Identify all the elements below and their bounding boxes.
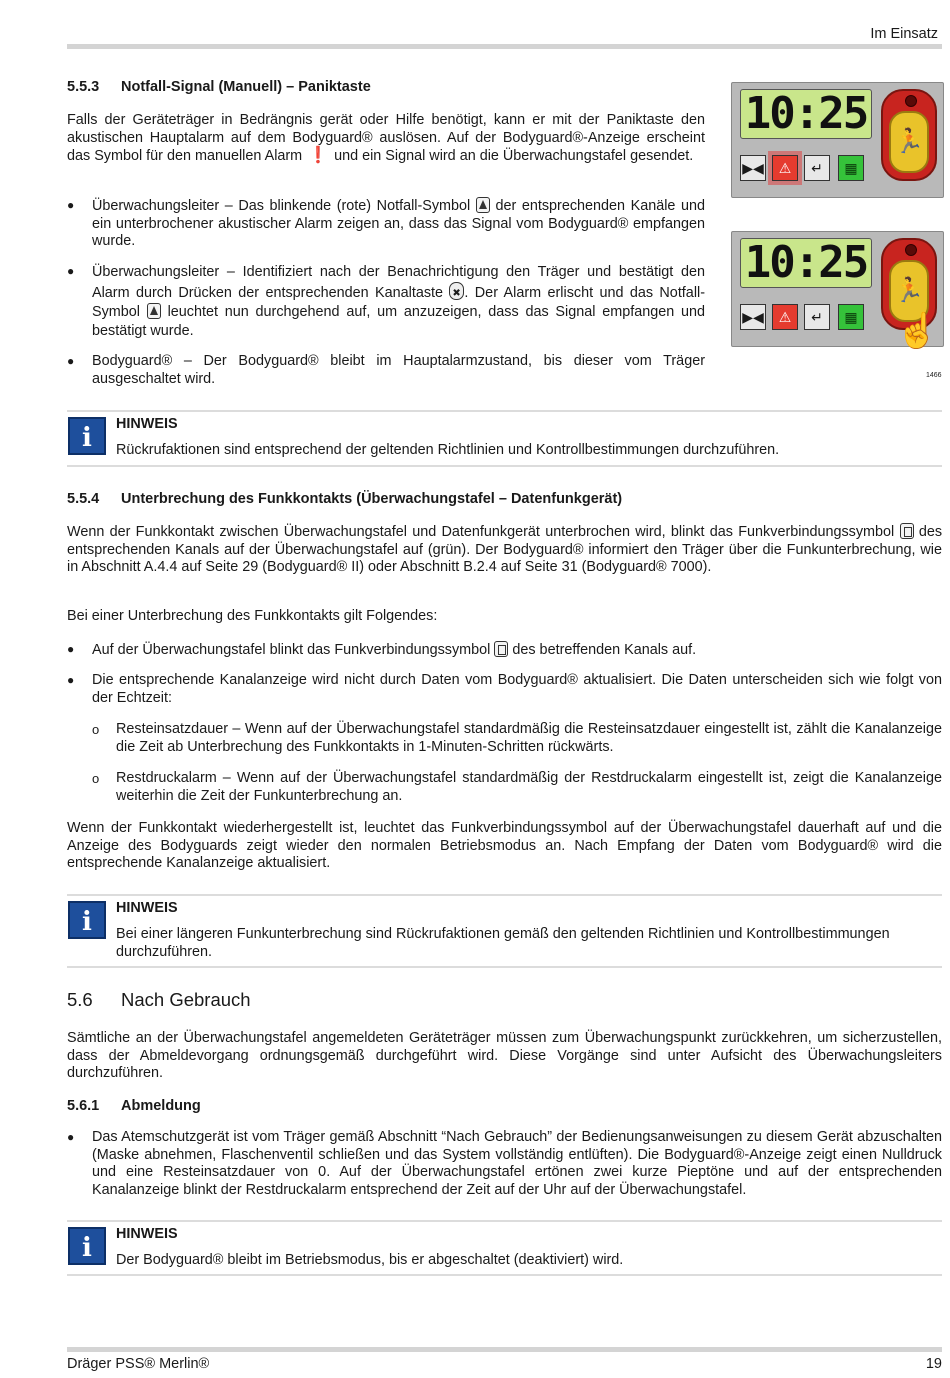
section-title: Nach Gebrauch (121, 989, 251, 1010)
status-led (905, 244, 917, 256)
emergency-symbol-icon: ⚠ (772, 304, 798, 330)
bullet-icon: ● (67, 1130, 75, 1144)
bullet-icon: ● (67, 198, 75, 212)
paragraph (67, 112, 705, 166)
list-item (92, 197, 705, 251)
list-item: Das Atemschutzgerät ist vom Träger gemäß Abschnitt “Nach Gebrauch” der Bedienungsanweisungen zu diesem Gerät abzuschalten (Maske abnehmen, Flaschenventil schließen und das System vollständig entlüften). Die Bodyguard®-Anzeige zeigt einen Nulldruck und eine Resteinsatzdauer von 0. Auf der Überwachungstafel ertönen zwei kurze Pieptöne und auf der entsprechenden Kanalanzeige blinkt der Restdruckalarm entsprechend der Zeit auf der Uhr auf der Überwachungstafel. (92, 1129, 942, 1198)
paragraph (67, 523, 942, 577)
divider (67, 1274, 942, 1276)
divider (67, 465, 942, 467)
section-number: 5.6 (67, 989, 93, 1010)
divider (67, 410, 942, 412)
bullet-icon: ● (67, 642, 75, 656)
header-rule (67, 44, 942, 49)
bullet-icon: ● (67, 354, 75, 368)
running-person-icon: 🏃 (889, 111, 929, 173)
info-icon: i (68, 417, 106, 455)
emergency-symbol-icon (147, 303, 161, 319)
figure-id: 1466 (926, 372, 942, 379)
section-number: 5.5.3 (67, 79, 100, 95)
sub-bullet-icon: o (92, 771, 100, 786)
note-text: Rückrufaktionen sind entsprechend der geltenden Richtlinien und Kontrollbestimmungen durchzuführen. (116, 442, 780, 458)
header-title: Im Einsatz (870, 26, 938, 42)
list-item (92, 641, 942, 660)
emergency-symbol-icon (476, 197, 490, 213)
monitoring-panel-alarm (731, 82, 944, 198)
paragraph-text: und ein Signal wird an die Überwachungstafel gesendet. (334, 148, 694, 164)
panic-button (881, 89, 937, 181)
bullet-icon: ● (67, 673, 75, 687)
section-title: Abmeldung (121, 1098, 201, 1114)
status-led (905, 95, 917, 107)
footer-product: Dräger PSS® Merlin® (67, 1356, 210, 1372)
section-5-5-4-heading (67, 491, 622, 509)
list-item-text: Überwachungsleiter – Identifiziert nach der Benachrichtigung den Träger und bestätigt den Alarm durch Drücken der entsprechenden Kanaltaste (92, 264, 705, 301)
note-text: Der Bodyguard® bleibt im Betriebsmodus, bis er abgeschaltet (deaktiviert) wird. (116, 1252, 624, 1268)
footer-rule (67, 1347, 942, 1352)
emergency-symbol-icon: ⚠ (772, 155, 798, 181)
sub-bullet-icon: o (92, 722, 100, 737)
paragraph-text: des entsprechenden Kanals auf der Überwachungstafel auf (grün). Der Bodyguard® informiert den Träger über die Funkunterbrechung, wie in Abschnitt A.4.4 auf Seite 29 (Bodyguard® II) oder Abschnitt B.2.4 auf Seite 31 (Bodyguard® 7000). (67, 524, 943, 575)
monitoring-panel-acknowledged (731, 231, 944, 350)
list-item-text: des betreffenden Kanals auf. (512, 642, 697, 658)
pressing-hand-icon: ☝ (896, 312, 939, 350)
radio-link-icon (494, 641, 508, 657)
list-item-text: . Der Alarm erlischt und das Notfall-Symbol (92, 285, 705, 320)
list-item: Die entsprechende Kanalanzeige wird nicht durch Daten vom Bodyguard® aktualisiert. Die Daten unterscheiden sich wie folgt von der Echtzeit: (92, 672, 942, 706)
radio-link-icon (900, 523, 914, 539)
radio-link-icon: ▦ (838, 304, 864, 330)
note-label: HINWEIS (116, 900, 178, 916)
bypass-icon: ▶◀ (740, 155, 766, 181)
radio-link-icon: ▦ (838, 155, 864, 181)
exit-icon: ↵ (804, 304, 830, 330)
running-person-icon: 🏃 (889, 260, 929, 322)
section-5-6-heading (67, 991, 251, 1009)
paragraph: Sämtliche an der Überwachungstafel angemeldeten Geräteträger müssen zum Überwachungspunkt zurückkehren, um sicherzustellen, dass der Abmeldevorgang ordnungsgemäß durchgeführt wird. Diese Vorgänge sind unter Aufsicht des Überwachungsleiters durchzuführen. (67, 1030, 942, 1081)
sub-list-item: Restdruckalarm – Wenn auf der Überwachungstafel standardmäßig der Restdruckalarm eingestellt ist, zeigt die Kanalanzeige weiterhin die Zeit der Funkunterbrechung an. (116, 770, 942, 804)
bullet-icon: ● (67, 264, 75, 278)
section-number: 5.6.1 (67, 1098, 100, 1114)
list-item (92, 263, 705, 341)
bypass-icon: ▶◀ (740, 304, 766, 330)
paragraph: Wenn der Funkkontakt wiederhergestellt ist, leuchtet das Funkverbindungssymbol auf der Überwachungstafel dauerhaft auf und die Anzeige des Bodyguards zeigt wieder den normalen Betriebsmodus an. Nach Empfang der Daten vom Bodyguard® wird die entsprechende Kanalanzeige aktualisiert. (67, 820, 942, 871)
list-item: Bodyguard® – Der Bodyguard® bleibt im Hauptalarmzustand, bis dieser vom Träger ausgeschaltet wird. (92, 353, 705, 387)
note-text: Bei einer längeren Funkunterbrechung sind Rückrufaktionen gemäß den geltenden Richtlinien und Kontrollbestimmungen durchzuführen. (116, 926, 890, 960)
time-display: 10:25 (740, 238, 872, 288)
info-icon: i (68, 901, 106, 939)
paragraph: Bei einer Unterbrechung des Funkkontakts gilt Folgendes: (67, 608, 438, 624)
section-title: Unterbrechung des Funkkontakts (Überwachungstafel – Datenfunkgerät) (121, 491, 623, 507)
manual-alarm-icon: ❗ (308, 147, 329, 164)
channel-key-icon (449, 282, 464, 300)
page-number: 19 (925, 1356, 942, 1372)
divider (67, 1220, 942, 1222)
list-item-text: Überwachungsleiter – Das blinkende (rote) Notfall-Symbol (92, 198, 471, 214)
divider (67, 966, 942, 968)
section-title: Notfall-Signal (Manuell) – Paniktaste (121, 79, 371, 95)
note-label: HINWEIS (116, 1226, 178, 1242)
section-number: 5.5.4 (67, 491, 100, 507)
sub-list-item: Resteinsatzdauer – Wenn auf der Überwachungstafel standardmäßig die Resteinsatzdauer eingestellt ist, zählt die Kanalanzeige die Zeit ab Unterbrechung des Funkkontakts in 1-Minuten-Schritten rückwärts. (116, 721, 942, 755)
divider (67, 894, 942, 896)
paragraph-text: Wenn der Funkkontakt zwischen Überwachungstafel und Datenfunkgerät unterbrochen wird, blinkt das Funkverbindungssymbol (67, 524, 895, 540)
list-item-text: Auf der Überwachungstafel blinkt das Funkverbindungssymbol (92, 642, 491, 658)
info-icon: i (68, 1227, 106, 1265)
exit-icon: ↵ (804, 155, 830, 181)
time-display: 10:25 (740, 89, 872, 139)
paragraph-text: Falls der Geräteträger in Bedrängnis gerät oder Hilfe benötigt, kann er mit der Paniktaste den akustischen Hauptalarm auf dem Bodyguard® auslösen. Auf der Bodyguard®-Anzeige erscheint das Symbol für den manuellen Alarm (67, 112, 705, 164)
list-item-text: der entsprechenden Kanäle und ein unterbrochener akustischer Alarm zeigen an, dass das Signal vom Bodyguard® empfangen wurde. (92, 198, 706, 249)
section-5-6-1-heading (67, 1098, 201, 1116)
section-5-5-3-heading (67, 79, 371, 97)
note-label: HINWEIS (116, 416, 178, 432)
list-item-text: leuchtet nun durchgehend auf, um anzuzeigen, dass das Signal empfangen und bestätigt wurde. (92, 304, 705, 339)
